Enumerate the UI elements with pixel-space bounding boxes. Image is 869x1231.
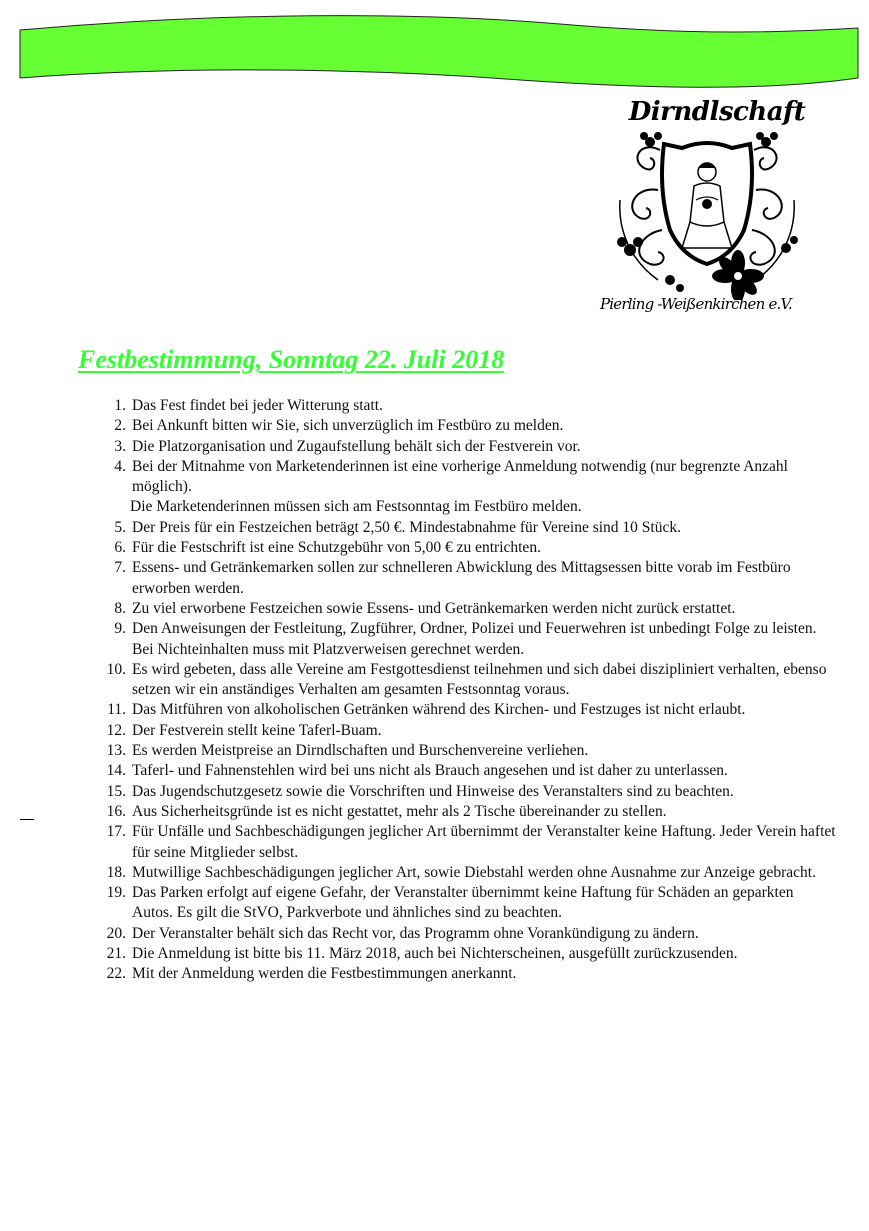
rule-item [96, 437, 836, 457]
rule-text: Bei der Mitnahme von Marketenderinnen ist eine vorherige Anmeldung notwendig (nur begrenzte Anzahl möglich). [132, 457, 788, 496]
rule-text: Zu viel erworbene Festzeichen sowie Essens- und Getränkemarken werden nicht zurück erstattet. [132, 599, 736, 617]
rule-item [96, 761, 836, 781]
rule-number: 6. [114, 539, 126, 557]
rule-text: Das Jugendschutzgesetz sowie die Vorschriften und Hinweise des Veranstalters sind zu beachten. [132, 782, 734, 800]
rule-number: 2. [114, 417, 126, 435]
rules-list [96, 396, 836, 985]
rule-number: 11. [107, 701, 126, 719]
rule-text: Die Anmeldung ist bitte bis 11. März 2018, auch bei Nichterscheinen, ausgefüllt zurückzusenden. [132, 945, 738, 963]
rule-item [96, 457, 836, 518]
rule-item [96, 538, 836, 558]
rule-number: 5. [114, 518, 126, 536]
rule-number: 19. [106, 884, 126, 902]
rule-text: Das Parken erfolgt auf eigene Gefahr, der Veranstalter übernimmt keine Haftung für Schäden an geparkten Autos. Es gilt die StVO, Parkverbote und ähnliches sind zu beachten. [132, 884, 794, 922]
rule-text: Bei Ankunft bitten wir Sie, sich unverzüglich im Festbüro zu melden. [132, 417, 564, 435]
rule-text: Das Mitführen von alkoholischen Getränken während des Kirchen- und Festzuges ist nicht erlaubt. [132, 701, 746, 719]
rule-item [96, 558, 836, 599]
rule-number: 13. [106, 742, 126, 760]
rule-item [96, 619, 836, 660]
rule-item [96, 396, 836, 416]
rule-text: Aus Sicherheitsgründe ist es nicht gestattet, mehr als 2 Tische übereinander zu stellen. [132, 802, 667, 820]
rule-text: Der Festverein stellt keine Taferl-Buam. [132, 721, 382, 739]
rule-number: 3. [114, 437, 126, 455]
rule-number: 20. [106, 924, 126, 942]
rule-item [96, 518, 836, 538]
rule-item [96, 964, 836, 984]
rule-text: Der Preis für ein Festzeichen beträgt 2,50 €. Mindestabnahme für Vereine sind 10 Stück. [132, 518, 681, 536]
rule-item [96, 822, 836, 863]
rule-text: Der Veranstalter behält sich das Recht vor, das Programm ohne Vorankündigung zu ändern. [132, 924, 699, 942]
rule-number: 7. [114, 559, 126, 577]
rule-text: Die Platzorganisation und Zugaufstellung behält sich der Festverein vor. [132, 437, 581, 455]
rule-item [96, 782, 836, 802]
rule-number: 14. [106, 762, 126, 780]
rule-text: Für die Festschrift ist eine Schutzgebühr von 5,00 € zu entrichten. [132, 539, 541, 557]
rule-number: 22. [106, 965, 126, 983]
rule-text: Den Anweisungen der Festleitung, Zugführer, Ordner, Polizei und Feuerwehren ist unbedingt Folge zu leisten. Bei Nichteinhalten muss mit Platzverweisen gerechnet werden. [132, 620, 817, 658]
rule-extra-text: Die Marketenderinnen müssen sich am Festsonntag im Festbüro melden. [130, 498, 582, 516]
rule-item [96, 924, 836, 944]
rule-text: Essens- und Getränkemarken sollen zur schnelleren Abwicklung des Mittagsessen bitte vorab im Festbüro erworben werden. [132, 559, 791, 597]
rule-text: Für Unfälle und Sachbeschädigungen jeglicher Art übernimmt der Veranstalter keine Haftung. Jeder Verein haftet für seine Mitglieder selbst. [132, 823, 836, 861]
rule-number: 15. [106, 782, 126, 800]
rule-item [96, 944, 836, 964]
rule-item [96, 416, 836, 436]
dirndl-crest-icon [610, 130, 805, 300]
rule-text: Es werden Meistpreise an Dirndlschaften und Burschenvereine verliehen. [132, 742, 589, 760]
logo-title: Dirndlschaft [628, 97, 806, 127]
rule-number: 12. [106, 721, 126, 739]
rule-number: 16. [106, 802, 126, 820]
rule-number: 4. [114, 457, 126, 475]
rule-text: Mutwillige Sachbeschädigungen jeglicher Art, sowie Diebstahl werden ohne Ausnahme zur Anzeige gebracht. [132, 863, 816, 881]
rule-item [96, 721, 836, 741]
rule-text: Es wird gebeten, dass alle Vereine am Festgottesdienst teilnehmen und sich dabei diszipliniert verhalten, ebenso setzen wir ein anständiges Verhalten am gesamten Festsonntag voraus. [132, 660, 827, 699]
green-wave-banner [0, 0, 869, 95]
rule-item [96, 863, 836, 883]
rule-number: 9. [114, 620, 126, 638]
rule-number: 10. [106, 660, 126, 678]
rule-number: 8. [114, 599, 126, 617]
rule-text: Das Fest findet bei jeder Witterung statt. [132, 397, 383, 414]
rule-item [96, 599, 836, 619]
rule-number: 17. [106, 823, 126, 841]
margin-dash [20, 819, 34, 820]
rule-number: 1. [114, 397, 126, 414]
rule-item [96, 802, 836, 822]
rule-item [96, 700, 836, 720]
dirndlschaft-logo [600, 95, 830, 325]
page-title: Festbestimmung, Sonntag 22. Juli 2018 [78, 345, 505, 374]
rule-item [96, 741, 836, 761]
logo-subtitle: Pierling -Weißenkirchen e.V. [600, 295, 792, 313]
rule-item [96, 883, 836, 924]
rule-number: 18. [106, 863, 126, 881]
rule-item [96, 660, 836, 701]
rule-text: Taferl- und Fahnenstehlen wird bei uns nicht als Brauch angesehen und ist daher zu unterlassen. [132, 762, 728, 780]
rule-number: 21. [106, 945, 126, 963]
rule-text: Mit der Anmeldung werden die Festbestimmungen anerkannt. [132, 965, 517, 983]
